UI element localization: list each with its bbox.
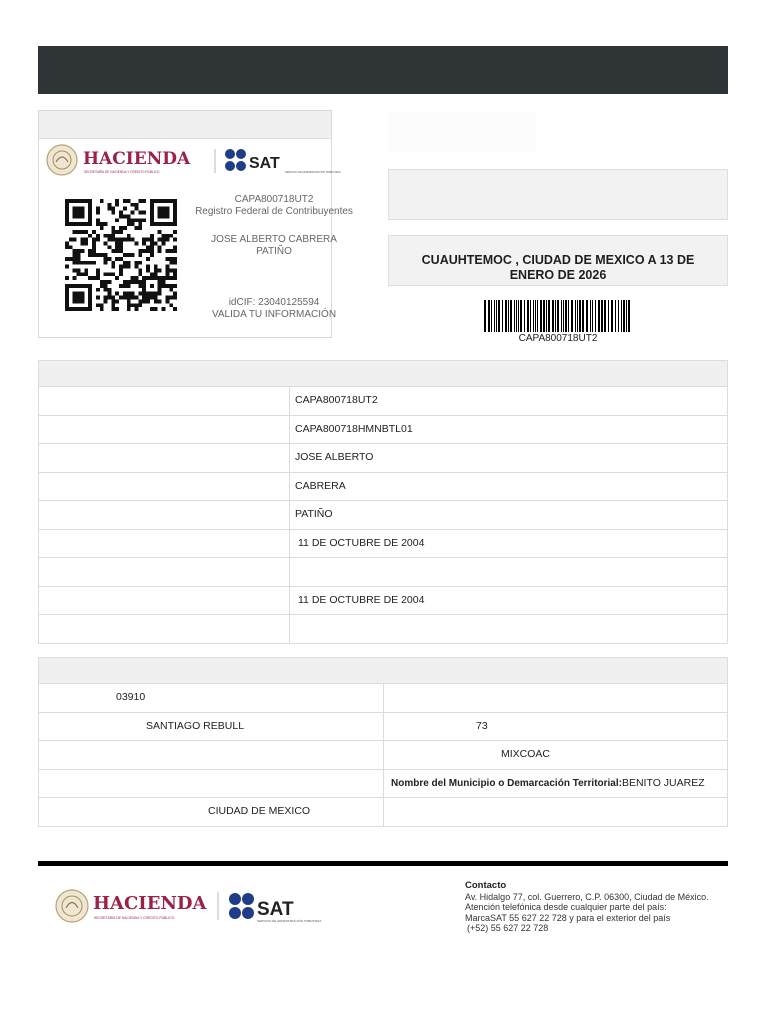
address-cell [384, 684, 729, 712]
cedula-name-line2: PATIÑO [256, 246, 292, 257]
cedula-name-line1: JOSE ALBERTO CABRERA [211, 234, 337, 245]
identification-row [38, 558, 728, 587]
cedula-card [38, 110, 353, 338]
identification-value: 11 DE OCTUBRE DE 2004 [298, 536, 425, 549]
identification-value: 11 DE OCTUBRE DE 2004 [298, 593, 425, 606]
contact-phone-international: (+52) 55 627 22 728 [467, 923, 549, 933]
footer-sat-wordmark: SAT [257, 899, 294, 920]
sat-wordmark: SAT [249, 155, 280, 172]
cedula-rfc: CAPA800718UT2 [234, 194, 314, 205]
colonia-value: MIXCOAC [501, 748, 551, 760]
address-cell [39, 798, 384, 826]
rfc-barcode [484, 300, 632, 334]
place-date-line1: CUAUHTEMOC , CIUDAD DE MEXICO A 13 DE [421, 253, 695, 267]
identification-label-cell [39, 558, 290, 586]
cedula-validate-link[interactable]: VALIDA TU INFORMACIÓN [211, 309, 337, 320]
address-row [38, 770, 728, 799]
postal-code-value: 03910 [116, 691, 146, 703]
identification-row [38, 501, 728, 530]
identification-row [38, 416, 728, 445]
place-date-line2: ENERO DE 2026 [509, 268, 607, 282]
identification-section-header [38, 360, 728, 387]
footer-hacienda-wordmark: HACIENDA [93, 893, 207, 914]
identification-row [38, 530, 728, 559]
address-cell [39, 684, 384, 712]
municipio-value: BENITO JUAREZ [621, 776, 705, 789]
identification-value: CABRERA [295, 479, 346, 492]
address-cell [384, 770, 729, 798]
identification-label-cell [39, 444, 290, 472]
address-cell [384, 741, 729, 769]
identification-label-cell [39, 473, 290, 501]
identification-label-cell [39, 416, 290, 444]
mexico-seal-icon [47, 145, 77, 175]
footer-divider [38, 861, 728, 866]
identification-label-cell [39, 530, 290, 558]
contact-address: Av. Hidalgo 77, col. Guerrero, C.P. 06300, Ciudad de México. [465, 891, 709, 902]
address-row [38, 741, 728, 770]
identification-value: PATIÑO [295, 508, 333, 520]
mexico-seal-icon [56, 890, 88, 922]
footer-logos [54, 886, 354, 926]
footer-sat-caption: SERVICIO DE ADMINISTRACIÓN TRIBUTARIA [257, 919, 322, 923]
identification-label-cell [39, 587, 290, 615]
identification-row [38, 387, 728, 416]
municipio-label: Nombre del Municipio o Demarcación Territorial: [391, 777, 622, 789]
identification-label-cell [39, 501, 290, 529]
address-section-header [38, 657, 728, 684]
identification-label-cell [39, 387, 290, 415]
document-header-bar [38, 46, 728, 94]
sat-logo-icon [229, 893, 254, 919]
contact-block [465, 881, 735, 934]
faint-placeholder [388, 112, 536, 152]
contact-phone-caption: Atención telefónica desde cualquier parte del país: [465, 902, 667, 912]
identification-value: JOSE ALBERTO [295, 451, 374, 463]
cedula-idcif: idCIF: 23040125594 [228, 297, 320, 308]
empty-info-box [388, 169, 728, 220]
hacienda-sat-logos [45, 143, 355, 177]
ext-number-value: 73 [476, 719, 488, 732]
contact-title: Contacto [465, 880, 507, 891]
contact-phone-national: MarcaSAT 55 627 22 728 y para el exterior del país [465, 912, 671, 923]
identification-value: CAPA800718UT2 [295, 394, 378, 406]
hacienda-wordmark: HACIENDA [83, 149, 191, 169]
sat-caption: SERVICIO DE ADMINISTRACIÓN TRIBUTARIA [285, 171, 341, 174]
qr-code[interactable] [65, 198, 177, 312]
address-cell [39, 741, 384, 769]
street-value: SANTIAGO REBULL [146, 719, 245, 732]
barcode-rfc-text: CAPA800718UT2 [518, 333, 598, 344]
footer-hacienda-caption: SECRETARÍA DE HACIENDA Y CRÉDITO PÚBLICO [94, 916, 175, 920]
address-cell [39, 713, 384, 741]
state-value: CIUDAD DE MEXICO [208, 805, 311, 817]
identification-row [38, 615, 728, 644]
identification-value: CAPA800718HMNBTL01 [295, 422, 413, 435]
address-cell [39, 770, 384, 798]
address-row [38, 713, 728, 742]
address-cell [384, 713, 729, 741]
address-row [38, 684, 728, 713]
cedula-card-header [39, 111, 331, 139]
hacienda-caption: SECRETARÍA DE HACIENDA Y CRÉDITO PÚBLICO [84, 170, 160, 174]
identification-label-cell [39, 615, 290, 643]
sat-logo-icon [225, 149, 246, 171]
place-date-box [388, 235, 728, 286]
identification-row [38, 444, 728, 473]
address-row [38, 798, 728, 827]
identification-row [38, 473, 728, 502]
identification-row [38, 587, 728, 616]
cedula-rfc-caption: Registro Federal de Contribuyentes [195, 206, 353, 217]
address-cell [384, 798, 729, 826]
